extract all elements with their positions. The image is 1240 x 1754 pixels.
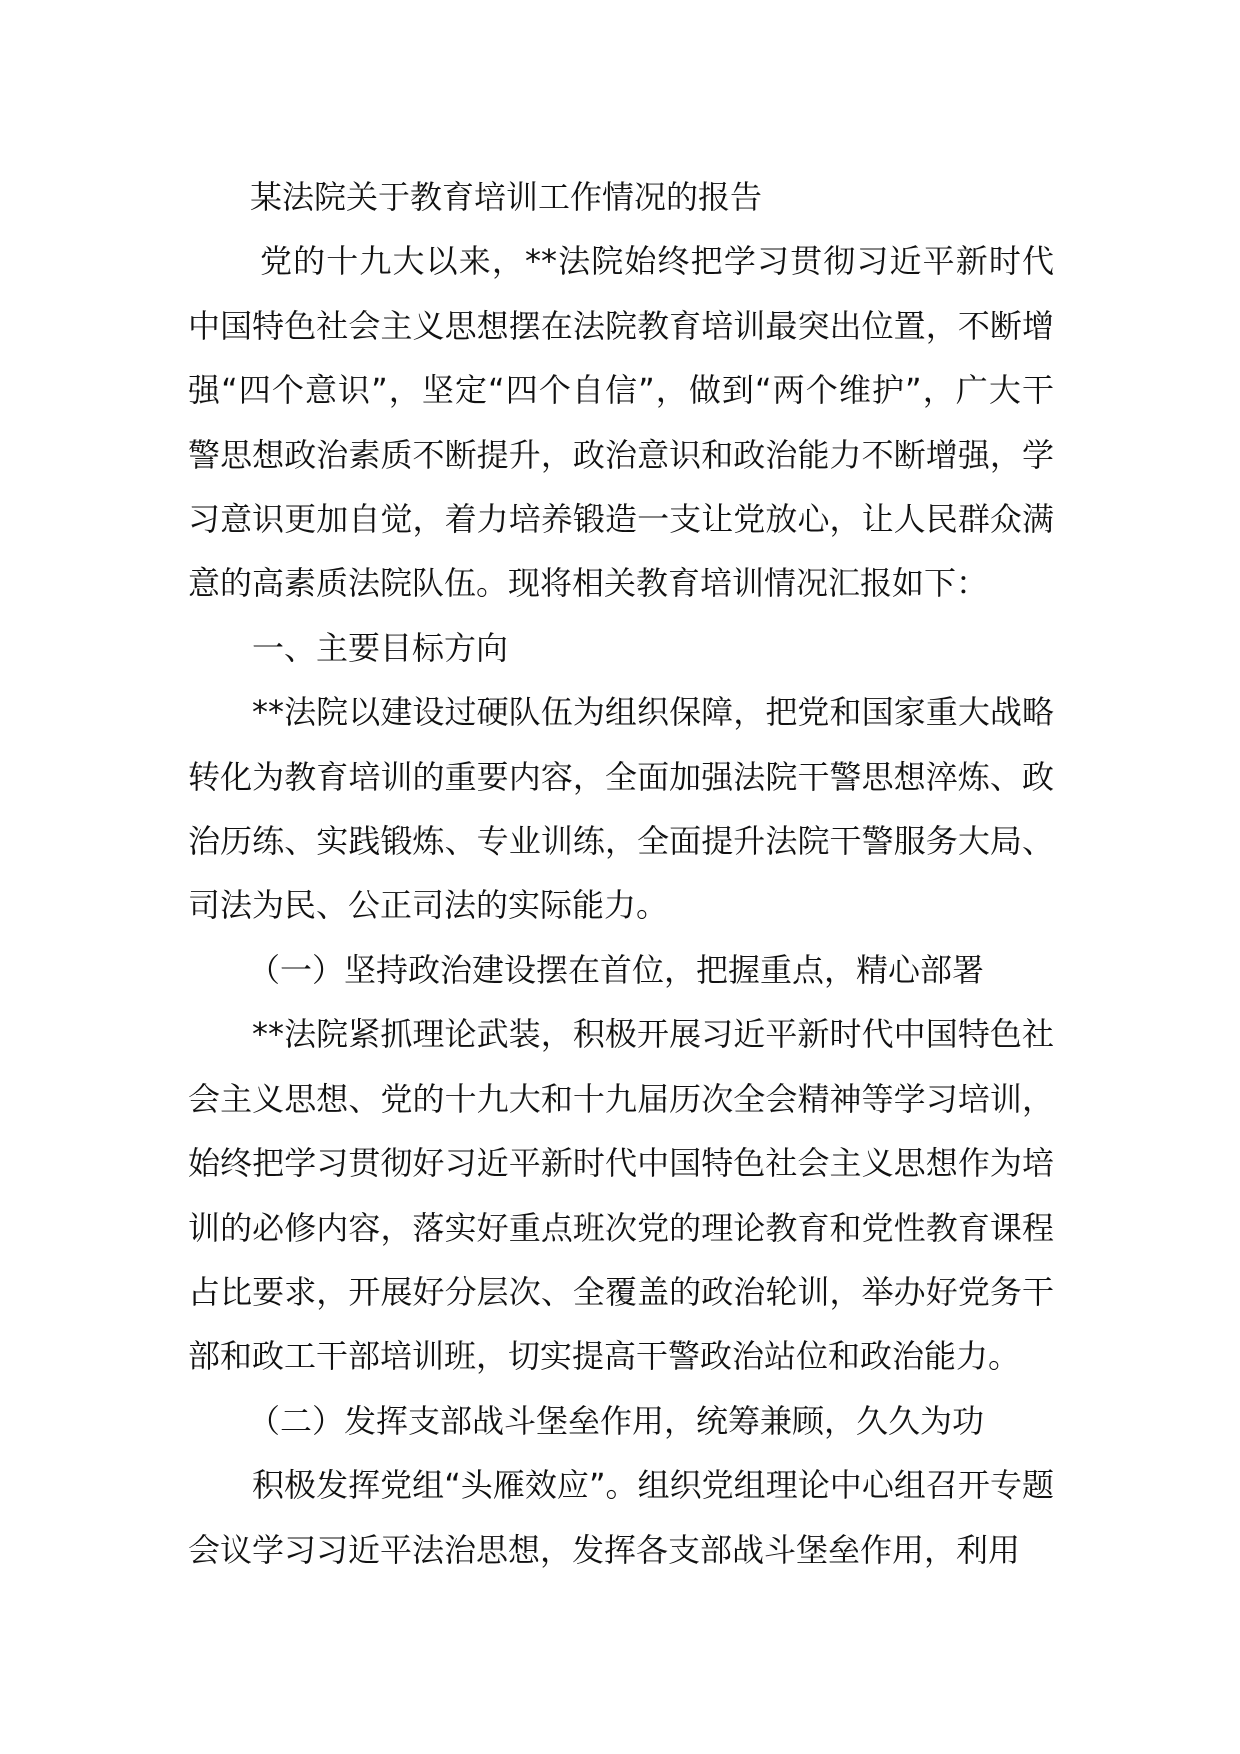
section-1-heading: 一、主要目标方向 bbox=[252, 628, 509, 667]
section-1-paragraph: **法院以建设过硬队伍为组织保障，把党和国家重大战略转化为教育培训的重要内容，全面加强法院干警思想淬炼、政治历练、实践锻炼、专业训练，全面提升法院干警服务大局、司法为民、公正司法的实际能力。 bbox=[188, 693, 1054, 925]
subsection-2-paragraph: 积极发挥党组“头雁效应”。组织党组理论中心组召开专题会议学习习近平法治思想，发挥各支部战斗堡垒作用，利用 bbox=[188, 1466, 1054, 1569]
subsection-1-paragraph: **法院紧抓理论武装，积极开展习近平新时代中国特色社会主义思想、党的十九大和十九届历次全会精神等学习培训，始终把学习贯彻好习近平新时代中国特色社会主义思想作为培训的必修内容，落实好重点班次党的理论教育和党性教育课程占比要求，开展好分层次、全覆盖的政治轮训，举办好党务干部和政工干部培训班，切实提高干警政治站位和政治能力。 bbox=[188, 1015, 1054, 1376]
intro-paragraph: 党的十九大以来，**法院始终把学习贯彻习近平新时代中国特色社会主义思想摆在法院教育培训最突出位置，不断增强“四个意识”，坚定“四个自信”，做到“两个维护”，广大干警思想政治素质不断提升，政治意识和政治能力不断增强，学习意识更加自觉，着力培养锻造一支让党放心，让人民群众满意的高素质法院队伍。现将相关教育培训情况汇报如下： bbox=[188, 242, 1054, 603]
document-title: 某法院关于教育培训工作情况的报告 bbox=[250, 178, 763, 216]
document-body bbox=[188, 165, 1054, 1582]
subsection-1-heading: （一）坚持政治建设摆在首位，把握重点，精心部署 bbox=[248, 950, 985, 989]
subsection-2-heading: （二）发挥支部战斗堡垒作用，统筹兼顾，久久为功 bbox=[248, 1401, 985, 1440]
